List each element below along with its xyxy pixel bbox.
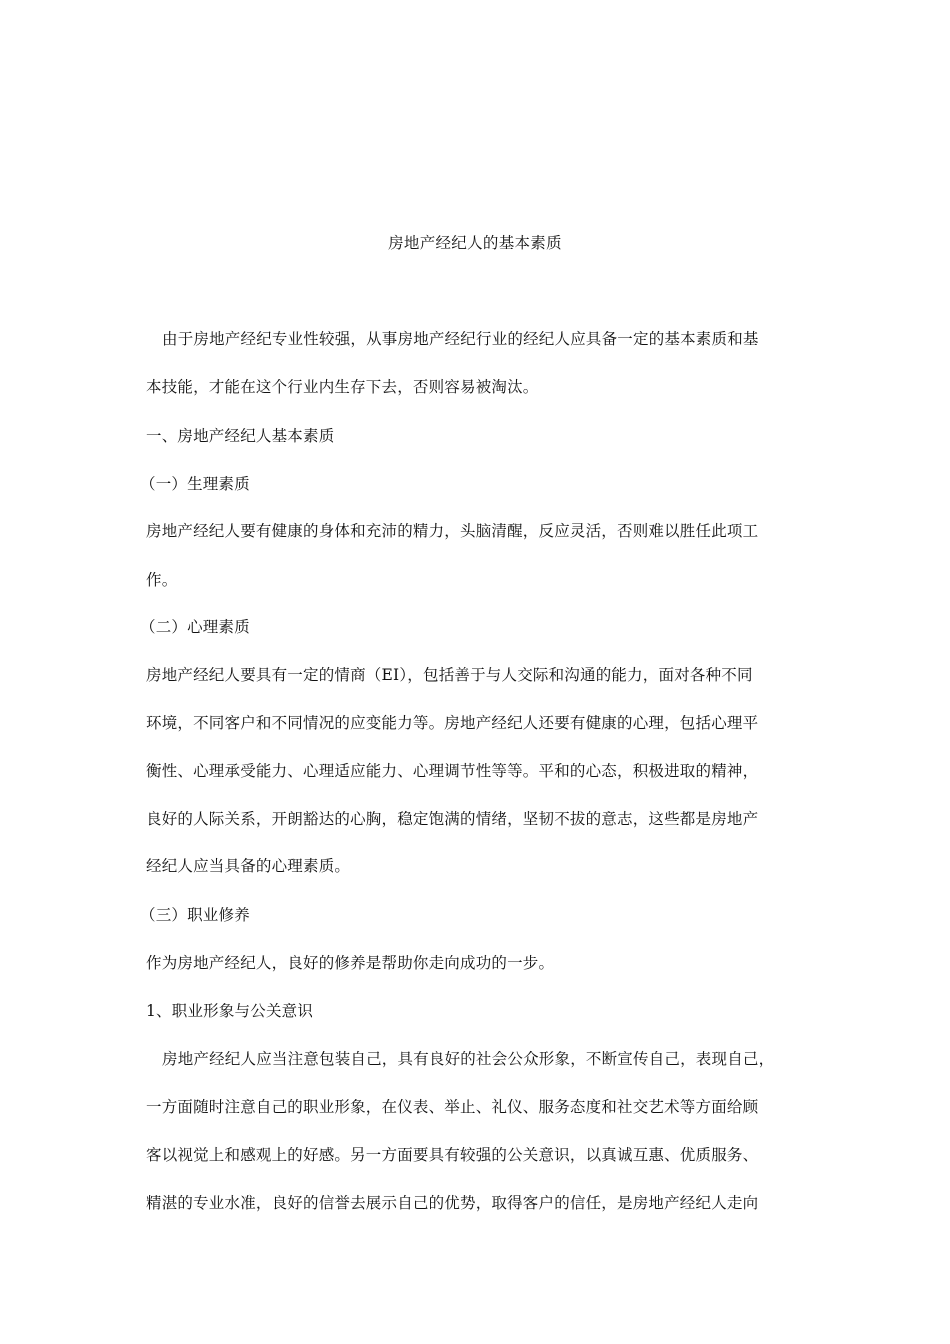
paragraph-line: 作。 [146,571,178,589]
paragraph-line: 房地产经纪人要有健康的身体和充沛的精力，头脑清醒，反应灵活，否则难以胜任此项工 [146,522,759,540]
paragraph-line: 由于房地产经纪专业性较强，从事房地产经纪行业的经纪人应具备一定的基本素质和基 [162,330,759,348]
paragraph-line: 房地产经纪人要具有一定的情商（EI），包括善于与人交际和沟通的能力，面对各种不同 [146,666,753,684]
paragraph-line: 经纪人应当具备的心理素质。 [146,857,351,875]
paragraph-line: 本技能，才能在这个行业内生存下去，否则容易被淘汰。 [146,378,539,396]
subsection-heading: （三）职业修养 [140,906,250,924]
paragraph-line: 精湛的专业水准，良好的信誉去展示自己的优势，取得客户的信任，是房地产经纪人走向 [146,1194,759,1212]
paragraph-line: 房地产经纪人应当注意包装自己，具有良好的社会公众形象，不断宣传自己，表现自己， [162,1050,775,1068]
section-heading: 一、房地产经纪人基本素质 [146,427,335,445]
paragraph-line: 一方面随时注意自己的职业形象，在仪表、举止、礼仪、服务态度和社交艺术等方面给顾 [146,1098,759,1116]
document-title: 房地产经纪人的基本素质 [388,234,562,252]
subsection-heading: （二）心理素质 [140,618,250,636]
subsection-heading: （一）生理素质 [140,475,250,493]
paragraph-line: 环境，不同客户和不同情况的应变能力等。房地产经纪人还要有健康的心理，包括心理平 [146,714,759,732]
paragraph-line: 作为房地产经纪人，良好的修养是帮助你走向成功的一步。 [146,954,555,972]
paragraph-line: 良好的人际关系，开朗豁达的心胸，稳定饱满的情绪，坚韧不拔的意志，这些都是房地产 [146,810,759,828]
paragraph-line: 衡性、心理承受能力、心理适应能力、心理调节性等等。平和的心态，积极进取的精神， [146,762,759,780]
paragraph-line: 客以视觉上和感观上的好感。另一方面要具有较强的公关意识，以真诚互惠、优质服务、 [146,1146,759,1164]
numbered-heading: 1、职业形象与公关意识 [146,1002,314,1020]
